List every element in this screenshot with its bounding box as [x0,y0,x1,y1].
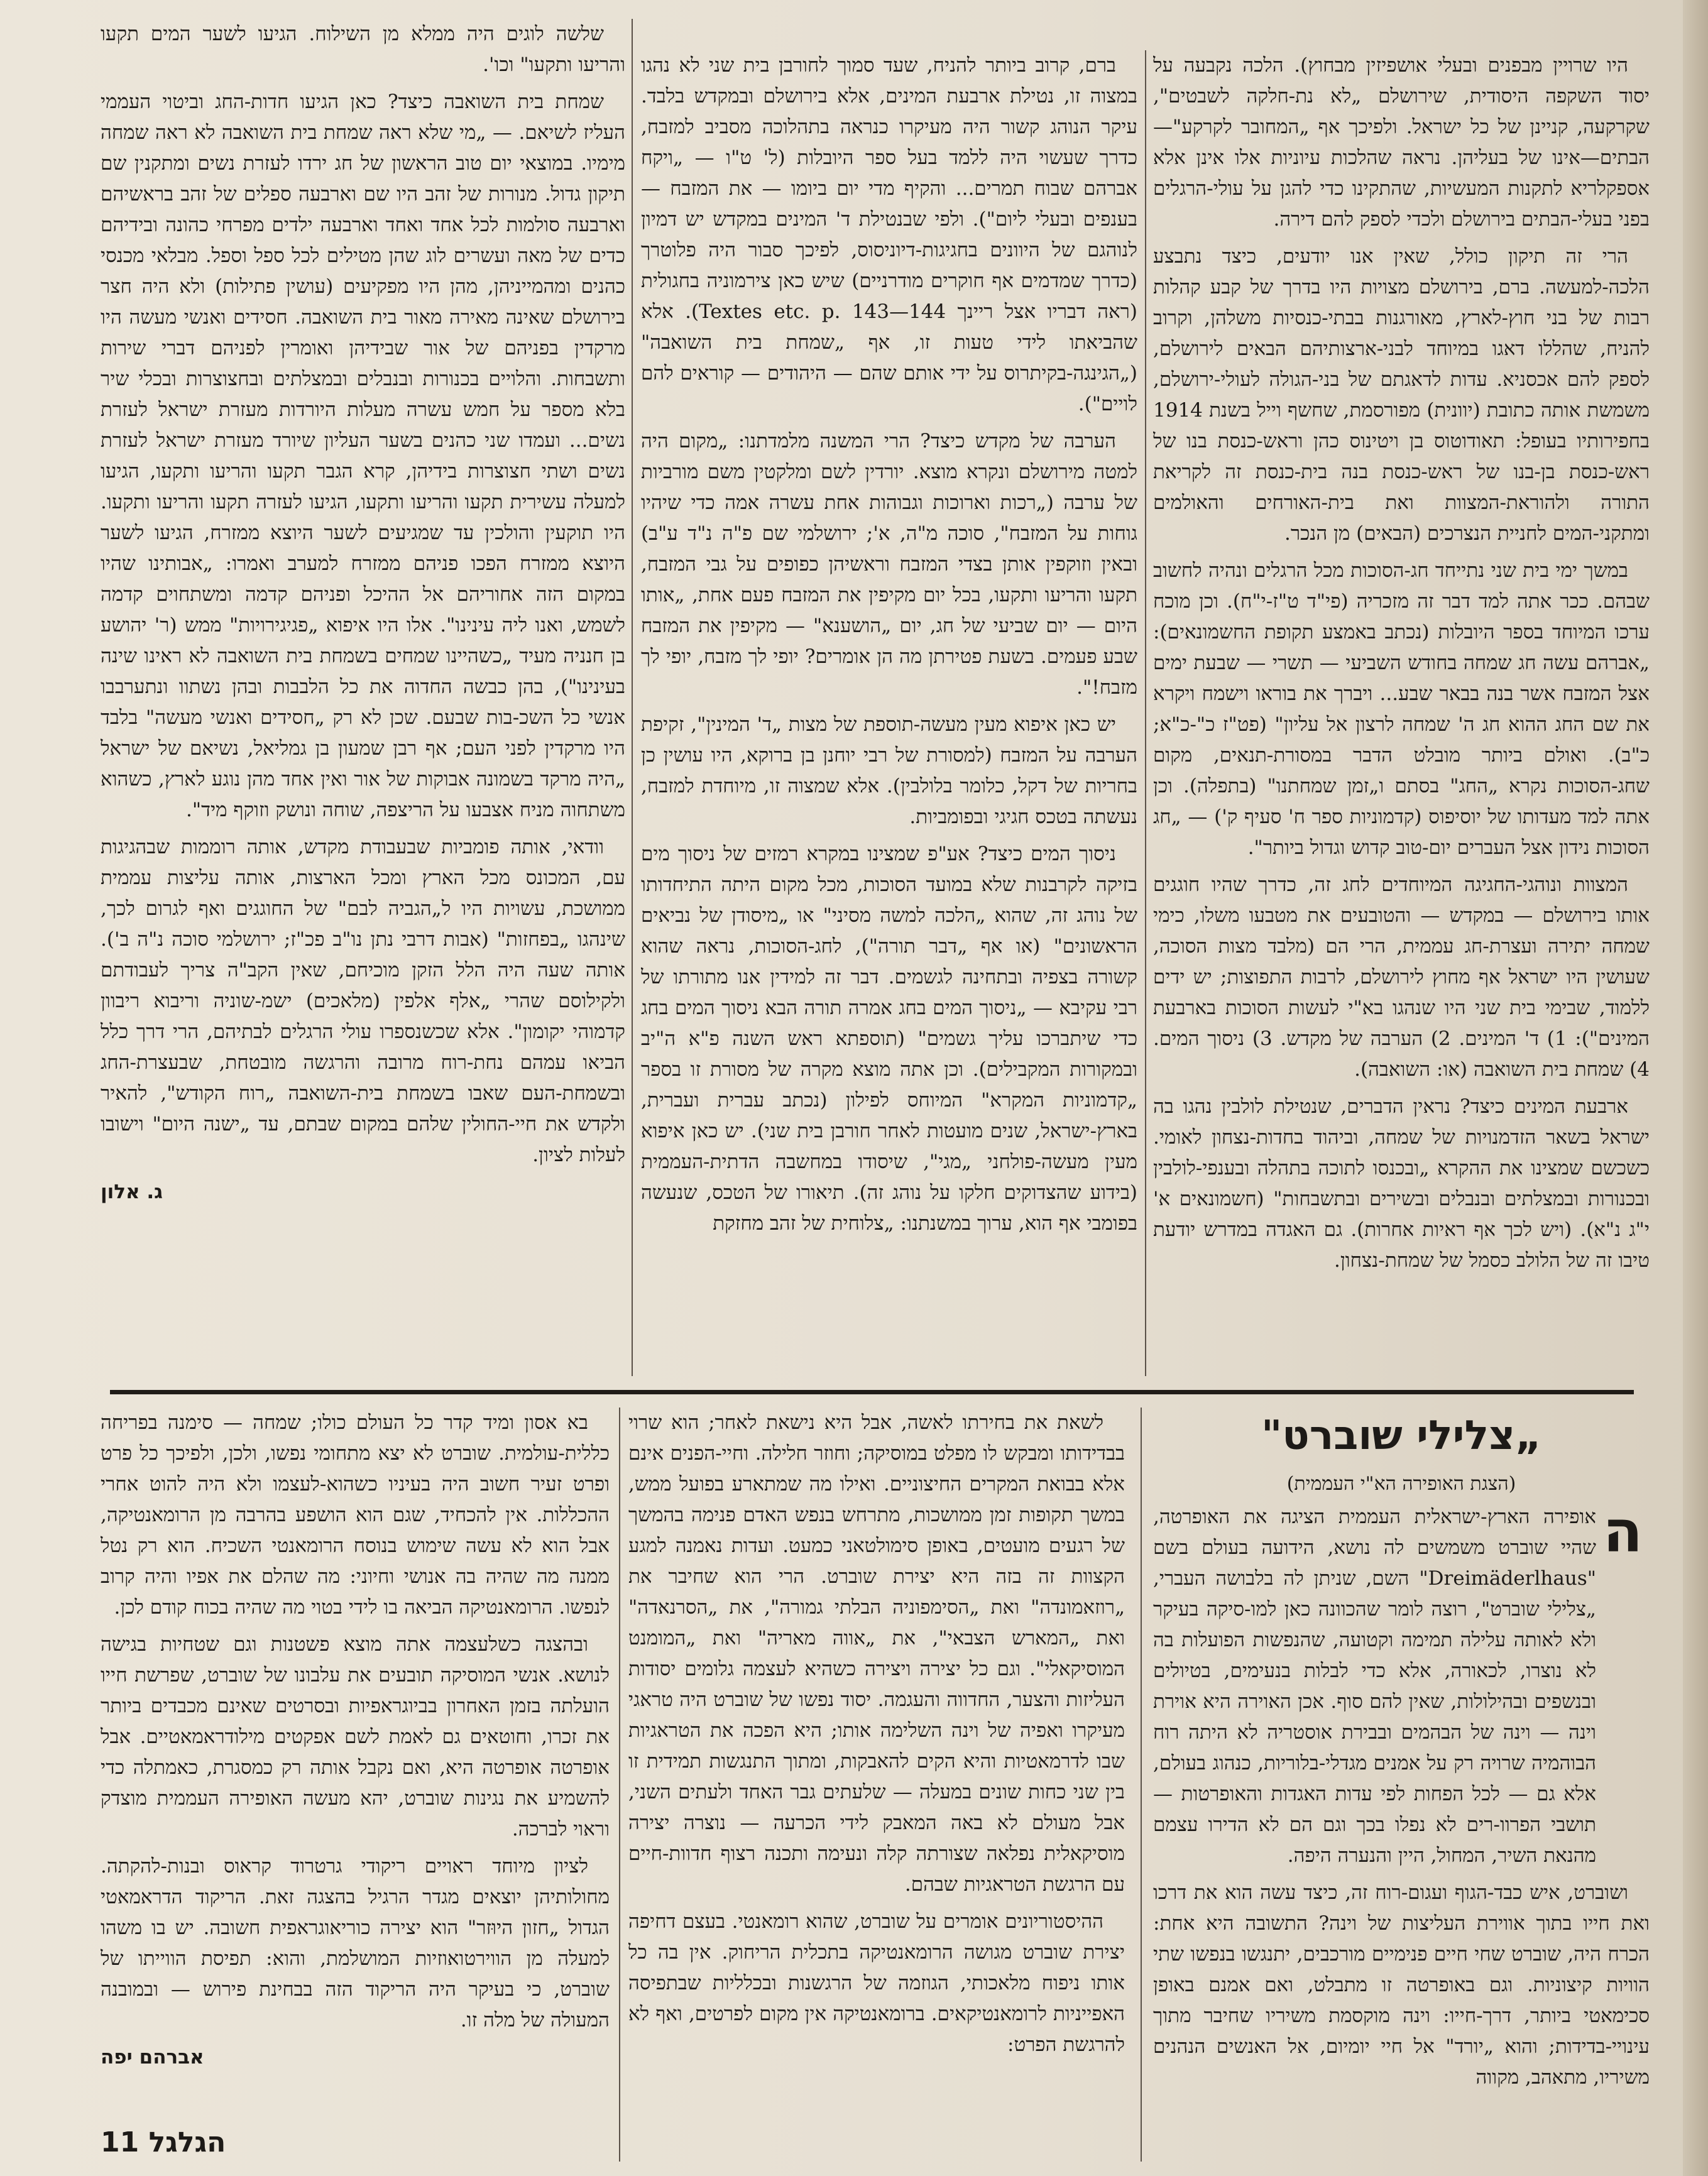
paragraph: ההיסטוריונים אומרים על שוברט, שהוא רומאנטי. בעצם דחיפה יצירת שוברט מגושה הרומאנטיקה בתכלית הריחוק. אין בה כל אותו ניפוח מלאכותי, הגוזמה של הרגשנות ובכלליות שבתפיסה האפייניות לרומאנטיקאים. ברומאנטיקה אין מקום לפרטים, ואף לא להרגשת הפרט: [628,1910,1125,2056]
paragraph: לשאת את בחירתו לאשה, אבל היא נישאת לאחר; הוא שרוי בבדידותו ומבקש לו מפלט במוסיקה; וחוזר חלילה. וחיי-הפנים אינם אלא בבואת המקרים החיצוניים. ואילו מה שמתארע בפועל ממש, במשך תקופות זמן ממושכות, מתרחש בנפש האדם פנימה בהמשך של רגעים מועטים, באופן סימולטאני כמעט. ועדות נאמנה למגע הקצוות זה בזה היא יצירת שוברט. הרי הוא שחיבר את „רוזאמונדה" ואת „הסימפוניה הבלתי גמורה", את „הסרנאדה" ואת „המארש הצבאי", את „אווה מאריה" ואת „המומנט המוסיקאלי". וגם כל יצירה ויצירה כשהיא לעצמה גלומים יסודות העליזות והצער, החדווה והעגמה. יסוד נפשו של שוברט היה טראגי מעיקרו ואפיה של וינה השלימה אותו; היא הפכה את הטראגיות שבו לדרמאטיות והיא הקים להאבקות, ומתוך התנגשות תמידית זו בין שני כחות שונים במעלה — שלעתים גבר האחד ולעתים השני, אבל מעולם לא באה המאבק לידי הכרעה — נוצרה יצירה מוסיקאלית נפלאה שצורתה קלה ונעימה ותכנה רצוף חדוות-חיים עם הרגשת הטראגיות שבהם. [628,1411,1125,1896]
review-subtitle: (הצגת האופירה הא"י העממית) [1286,1473,1516,1495]
paragraph: שמחת בית השואבה כיצד? כאן הגיעו חדות-החג וביטוי העממי העליז לשיאם. — „מי שלא ראה שמחת בית השואבה לא ראה שמחה מימיו. במוצאי יום טוב הראשון של חג ירדו לעזרת נשים ומתקנין שם תיקון גדול. מנורות של זהב היו שם וארבעה ספלים של זהב בראשיהם וארבעה סולמות לכל אחד ואחד וארבעה ילדים מפרחי כהונה ובידיהם כדים של מאה ועשרים לוג שהן מטילים לכל ספל וספל. מבלאי מכנסי כהנים ומהמייניהן, מהן היו מפקיעים (עושין פתילות) ולא היה חצר בירושלם שאינה מאירה מאור בית השואבה. חסידים ואנשי מעשה היו מרקדין בפניהם של אור שבידיהן ואומרין לפניהם דברי שירות ותשבחות. והלויים בכנורות ובנבלים ובמצלתים ובחצוצרות ובכלי שיר בלא מספר על חמש עשרה מעלות היורדות מעזרת ישראל לעזרת נשים... ועמדו שני כהנים בשער העליון שיורד מעזרת ישראל לעזרת נשים ושתי חצוצרות בידיהן, קרא הגבר תקעו והריעו ותקעו, הגיעו למעלה עשירית תקעו והריעו ותקעו, הגיעו לעזרה תקעו והריעו ותקעו. היו תוקעין והולכין עד שמגיעים לשער היוצא ממזרח, הגיעו לשער היוצא ממזרח הפכו פניהם ממזרח למערב ואמרו: „אבותינו שהיו במקום הזה אחוריהם אל ההיכל ופניהם קדמה ומשתחוים קדמה לשמש, ואנו ליה עינינו". אלו היו איפוא „פגיגירויות" ממש (ר' יהושע בן חנניה מעיד „כשהיינו שמחים בשמחת בית השואבה לא ראינו שינה בעינינו"), בהן כבשה החדוה את כל הלבבות ובהן נשתוו ונתערבבו אנשי כל השכ-בות שבעם. שכן לא רק „חסידים ואנשי מעשה" בלבד היו מרקדין לפני העם; אף רבן שמעון בן גמליאל, נשיאם של ישראל „היה מרקד בשמונה אבוקות של אור ואין אחד מהן נוגע לארץ, כשהוא משתחוה מניח אצבעו על הריצפה, שוחה ונושק וזוקף מיד". [101,90,625,821]
paragraph: ובהצגה כשלעצמה אתה מוצא פשטנות וגם שטחיות בגישה לנושא. אנשי המוסיקה תובעים את עלבונו של שוברט, שפרשת חייו הועלתה בזמן האחרון בביוגראפיות ובסרטים שאינם מכבדים ביותר את זכרו, וחוטאים גם לאמת לשם אפקטים מילודראמאטיים. אבל אופרטה אופרטה היא, ואם נקבל אותה רק כמסגרת, כאמתלה כדי להשמיע את נגינות שוברט, יהא מעשה האופירה העממית מוצדק וראוי לברכה. [101,1633,610,1840]
column-divider [1145,50,1146,1376]
paragraph: ניסוך המים כיצד? אע"פ שמצינו במקרא רמזים של ניסוך מים בזיקה לקרבנות שלא במועד הסוכות, מכל מקום היתה התיחדותו של נוהג זה, שהוא „הלכה למשה מסיני" או „מיסודן של נביאים הראשונים" (או אף „דבר תורה"), לחג-הסוכות, נראה שהוא קשורה בצפיה ובתחינה לגשמים. דבר זה למידין אנו מתורתו של רבי עקיבא — „ניסוך המים בחג אמרה תורה הבא ניסוך המים בחג כדי שיתברכו עליך גשמים" (תוספתא ראש השנה פ"א ה"יב ובמקורות המקבילים). וכן אתה מוצא מקרה של מסורת זו בספר „קדמוניות המקרא" המיוחס לפילון (נכתב עברית ועברית, בארץ-ישראל, שנים מועטות לאחר חורבן בית שני). יש כאן איפוא מעין מעשה-פולחני „מגי", שיסודו במחשבה הדתית-העממית (בידוע שהצדוקים חלקו על נוהג זה). תיאורו של הטכס, שנעשה בפומבי אף הוא, ערוך במשנתנו: „צלוחית של זהב מחזקת [641,843,1137,1235]
magazine-name: הגלגל [148,2126,226,2158]
paragraph: שלשה לוגים היה ממלא מן השילוח. הגיעו לשער המים תקעו והריעו ותקעו" וכו'. [101,23,625,76]
paragraph: בא אסון ומיד קדר כל העולם כולו; שמחה — סימנה בפריחה כללית-עולמית. שוברט לא יצא מתחומי נפשו, ולכן, ולפיכך כל פרט ופרט זעיר חשוב היה בעיניו כשהוא-לעצמו ולא היה להוט אחרי ההכללות. אין להכחיד, שגם הוא הושפע בהרבה מן הרומאנטיקה, אבל הוא לא עשה שימוש בנוסח הרומאנטי השכיח. הוא רק נטל ממנה מה שהיה בה אנושי וחיוני: מה שהלם את אפיו והיה קרוב לנפשו. הרומאנטיקה הביאה בו לידי בטוי מה שהיה בכוח קודם לכן. [101,1411,610,1619]
article-column-left [101,19,625,1376]
review-column-left [101,1408,610,2118]
paragraph: ברם, קרוב ביותר להניח, שעד סמוך לחורבן בית שני לא נהגו במצוה זו, נטילת ארבעת המינים, אלא בירושלם ובמקדש בלבד. עיקר הנוהג קשור היה מעיקרו כנראה בתהלוכה מסביב למזבח, כדרך שעשוי היה ללמד בעל ספר היובלות (ל' ט"ו — „ויקח אברהם שבוח תמרים... והקיף מדי יום ביומו — את המזבח — בענפים ובעלי ליום"). ולפי שבנטילת ד' המינים במקדש יש דמיון לנוהגם של היוונים בחגיגות-דיוניסוס, לפיכך סבור היה פלוטרך (כדרך שמדמים אף חוקרים מודרניים) שיש כאן צירמוניה בחגולית (ראה דבריו אצל ריינך Textes etc. p. 143—144). אלא שהביאתו לידי טעות זו, אף „שמחת בית השואבה" („הגינגה-בקיתרוס על ידי אותם שהם — היהודים — קוראים להם לויים"). [641,54,1137,415]
page-edge-shadow [1683,0,1708,2176]
review-title: „צלילי שוברט" [1261,1413,1542,1459]
paragraph: אופירה הארץ-ישראלית העממית הציגה את האופרטה, שהיי שוברט משמשים לה נושא, הידועה בעולם בשם "Dreimäderlhaus" השם, שניתן לה בלבושה העברי, „צלילי שוברט", רוצה לומר שהכוונה כאן למו-סיקה בעיקר ולא לאותה עלילה תמימה וקטועה, שהנפשות הפועלות בה לא נוצרו, לכאורה, אלא כדי לבלות בנעימים, בטיולים ובנשפים ובהילולות, שאין להם סוף. אכן האוירה היא אוירת וינה — וינה של הבהמים ובבירת אוסטריה לא היתה רוח הבוהמיה שרויה רק על אמנים מגדלי-בלוריות, כנהוג בעולם, אלא גם — לכל הפחות לפי עדות האגדות והאופרטות — תושבי הפרוו-רים לא נפלו בכך וגם הם לא הדירו עצמם מהנאת השיר, המחול, היין והנערה היפה. [1153,1506,1596,1867]
page-number: 11 [101,2126,140,2158]
paragraph: במשך ימי בית שני נתייחד חג-הסוכות מכל הרגלים ונהיה לחשוב שבהם. ככר אתה למד דבר זה מזכריה (פי"ד ט"ז-י"ח). וכן מוכח ערכו המיוחד בספר היובלות (נכתב באמצע תקופת החשמונאים): „אברהם עשה חג שמחה בחודש השביעי — תשרי — שבעת ימים אצל המזבח אשר בנה בבאר שבע... ויברך את בוראו וישמח ויקרא את שם החג ההוא חג ה' שמחה לרצון אל עליון" (פט"ז כ"-כ"א; כ"ב). ואולם ביותר מובלט הדבר במסורת-תנאים, מקום שחג-הסוכות נקרא „החג" בסתם ו„זמן שמחתנו" (בתפלה). וכן אתה למד מעדותו של יוסיפוס (קדמוניות ספר ח' סעיף ק') — „חג הסוכות נידון אצל העברים יום-טוב קדוש וגדול ביותר". [1153,559,1650,859]
review-signature: אברהם יפה [101,2046,204,2069]
paragraph: ארבעת המינים כיצד? נראין הדברים, שנטילת לולבין נהגו בה ישראל בשאר הזדמנויות של שמחה, וביהוד בחדות-נצחון לאומי. כשכשם שמצינו את ההקרא „ובכנסו לתוכה בתהלה ובענפי-לולבין ובכנורות ובמצלתים ובנבלים ובשירים ובתשבחות" (חשמונאים א' י"ג נ"א). (ויש לכך אף ראיות אחרות). גם האגדה במדרש יודעת טיבו זה של הלולב כסמל של שמחת-נצחון. [1153,1095,1650,1272]
review-column-right [1153,1498,1650,2162]
paragraph: וודאי, אותה פומביות שבעבודת מקדש, אותה רוממות שבהגיגות עם, המכונס מכל הארץ ומכל הארצות, אותה עליצות עממית ממושכת, עשויות היו ל„הגביה לבם" של החוגגים ואף לגרום לכך, שינהגו „בפחזות" (אבות דרבי נתן נו"ב פכ"ז; ירושלמי סוכה נ"ה ב'). אותה שעה היה הלל הזקן מוכיחם, שאין הקב"ה צריך לעבודתם ולקילוסם שהרי „אלף אלפין (מלאכים) ישמ-שוניה וריבוא ריבוון קדמוהי יקומון". אלא שכשנספרו עולי הרגלים לבתיהם, הרי דרך כלל הביאו עמהם נחת-רוח מרובה והרגשה מובטחת, שבעצרת-החג ובשמחת-העם שאבו בשמחת בית-השואבה „רוח הקודש", להאיר ולקדש את חיי-החולין שלהם במקום שבתם, עד „ישנה היום" וישובו לעלות לציון. [101,836,625,1166]
author-signature: ג. אלון [101,1181,163,1203]
section-rule [110,1390,1634,1394]
article-column-right [1153,50,1650,1373]
paragraph: היו שרויין מבפנים ובעלי אושפיזין מבחוץ). הלכה נקבעה על יסוד השקפה היסודית, שירושלם „לא נת-חלקה לשבטים", שקרקעה, קניינן של כל ישראל. ולפיכך אף „המחובר לקרקע"—הבתים—אינו של בעליהן. נראה שהלכות עיוניות אלו אינן אלא אספקלריא לתקנות המעשיות, שהתקינו כדי להגן על עולי-הרגלים בפני בעלי-הבתים בירושלם ולכדי לספק להם דירה. [1153,54,1650,231]
article-column-middle [641,50,1137,1373]
drop-cap: ה [1602,1498,1643,1565]
paragraph: ושוברט, איש כבד-הגוף ועגום-רוח זה, כיצד עשה הוא את דרכו ואת חייו בתוך אווירת העליצות של וינה? התשובה היא אחת: הכרח היה, שוברט שחי חיים פנימיים מורכבים, יתנגשו בנפשו שתי הוויות קיצוניות. וגם באופרטה זו מתבלט, ואם אמנם באופן סכימאטי ביותר, דרך-חייו: וינה מוקסמת משיריו שחיבר מתוך עינויי-בדידות; והוא „יורד" אל חיי יומיום, אל האנשים הנהנים משיריו, מתאהב, מקווה [1153,1881,1650,2089]
column-divider [619,1408,620,2162]
column-divider [1141,1408,1142,2162]
paragraph: הערבה של מקדש כיצד? הרי המשנה מלמדתנו: „מקום היה למטה מירושלם ונקרא מוצא. יורדין לשם ומלקטין משם מורביות של ערבה („רכות וארוכות וגבוהות אחת עשרה אמה כדי שיהיו גוחות על המזבח", סוכה מ"ה, א'; ירושלמי שם פ"ה נ"ד ע"ב) ובאין וזוקפין אותן בצדי המזבח וראשיהן כפופים על גבי המזבח, תקעו והריעו ותקעו, בכל יום מקיפין את המזבח פעם אחת, „אותו היום — יום שביעי של חג, יום „הושענא" — מקיפין את המזבח שבע פעמים. בשעת פטירתן מה הן אומרים? יופי לך מזבח, יופי לך מזבח!". [641,430,1137,699]
paragraph: יש כאן איפוא מעין מעשה-תוספת של מצות „ד' המינין", זקיפת הערבה על המזבח (למסורת של רבי יוחנן בן ברוקא, היו עושין כן בחריות של דקל, כלומר בלולבין). אלא שמצוה זו, מיוחדת למזבח, נעשתה בטכס חגיגי ובפומביות. [641,713,1137,828]
paragraph: המצוות ונוהגי-החגיגה המיוחדים לחג זה, כדרך שהיו חוגגים אותו בירושלם — במקדש — והטובעים את מטבעו משלו, כימי שמחה יתירה ועצרת-חג עממית, הרי הם (מלבד מצות הסוכה, שעושין היו ישראל אף מחוץ לירושלם, לרבות התפוצות; יש ידים ללמוד, שבימי בית שני היו שנהגו בא"י לעשות הסוכות בארבעת המינים"): 1) ד' המינים. 2) הערבה של מקדש. 3) ניסוך המים. 4) שמחת בית השואבה (או: השואבה). [1153,873,1650,1081]
review-column-middle [628,1408,1125,2162]
paragraph: הרי זה תיקון כולל, שאין אנו יודעים, כיצד נתבצע הלכה-למעשה. ברם, בירושלם מצויות היו בדרך של קבע קהלות רבות של בני חוץ-לארץ, מאורגנות בבתי-כנסיות משלהן, וקרוב להניח, שהללו דאגו במיוחד לבני-ארצותיהם הבאים לירושלם, לספק להם אכסניא. עדות לדאגתם של בני-הגולה לעולי-ירושלם, משמשת אותה כתובת (יוונית) מפורסמת, שחשף וייל בשנת 1914 בחפירותיו בעופל: תאודוטוס בן ויטינוס כהן וראש-כנסת בנו של ראש-כנסת בן-בנו של ראש-כנסת בנה בית-כנסת זה לקריאת התורה ולהוראת-המצוות ואת בית-האורחים והאולמים ומתקני-המים לחניית הנצרכים (הבאים) מן הנכר. [1153,245,1650,545]
page-footer [101,2124,226,2162]
column-divider [632,19,633,1376]
paragraph: לציון מיוחד ראויים ריקודי גרטרוד קראוס ובנות-להקתה. מחולותיהן יוצאים מגדר הרגיל בהצגה זאת. הריקוד הדראמאטי הגדול „חזון היוּזר" הוא יצירה כוריאוגראפית חשובה. יש בו משהו למעלה מן הווירטואוזיות המושלמת, והוא: תפיסת הווייתו של שוברט, כי בעיקר היה הריקוד הזה בבחינת פירוש — ובמובנה המעולה של מלה זו. [101,1855,610,2031]
